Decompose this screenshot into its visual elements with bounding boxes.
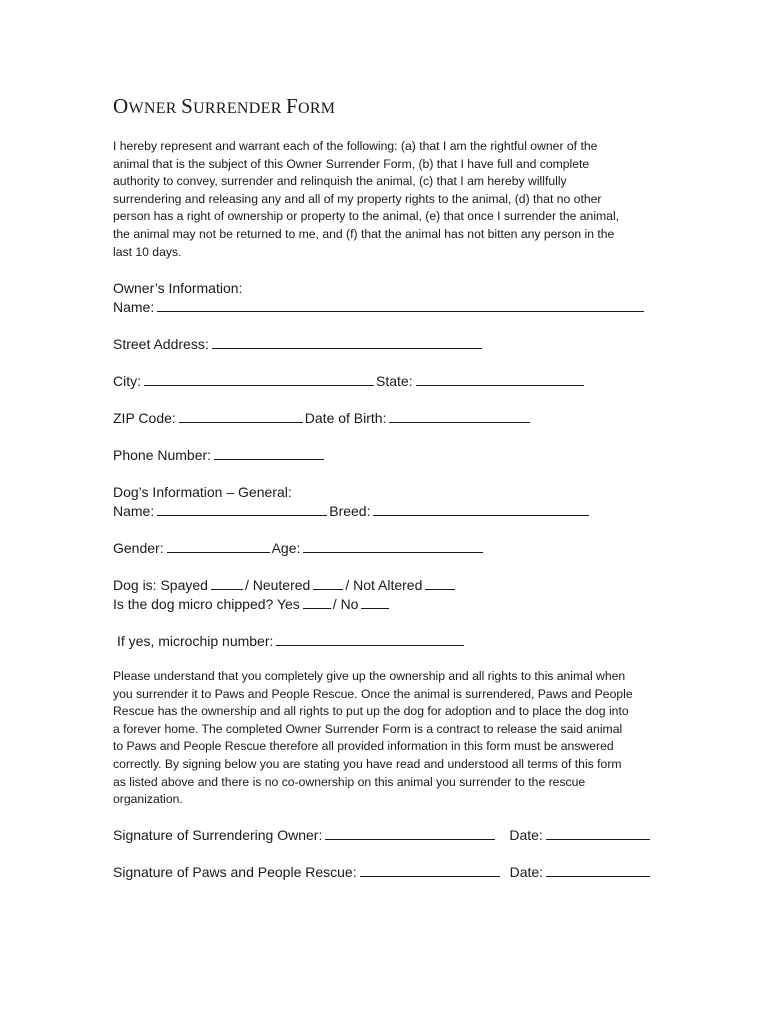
owner-info-heading: Owner’s Information: xyxy=(113,280,243,296)
intro-line: person has a right of ownership or property to the animal, (e) that once I surrender the animal, xyxy=(113,209,620,224)
terms-paragraph xyxy=(113,668,673,809)
title-rest-surrender: URRENDER xyxy=(193,100,286,117)
dob-label: Date of Birth: xyxy=(304,410,387,426)
owner-date-field[interactable] xyxy=(546,827,650,840)
terms-line: a forever home. The completed Owner Surrender Form is a contract to release the said animal xyxy=(113,721,623,736)
phone-label: Phone Number: xyxy=(113,447,212,463)
zip-dob-row xyxy=(113,409,532,427)
microchip-number-row xyxy=(117,632,466,650)
phone-row xyxy=(113,446,326,464)
city-state-row xyxy=(113,372,586,390)
owner-signature-label: Signature of Surrendering Owner: xyxy=(113,827,323,843)
gender-age-row xyxy=(113,539,485,557)
city-field[interactable] xyxy=(144,373,374,386)
not-altered-label: / Not Altered xyxy=(345,577,423,593)
title-cap-f: F xyxy=(286,94,298,118)
owner-date-label: Date: xyxy=(509,827,543,843)
intro-line: surrendering and releasing any and all of my property rights to the animal, (d) that no other xyxy=(113,191,602,206)
street-row xyxy=(113,335,484,353)
street-label: Street Address: xyxy=(113,336,209,352)
dog-name-label: Name: xyxy=(113,503,155,519)
dog-info-heading: Dog’s Information – General: xyxy=(113,484,292,500)
breed-label: Breed: xyxy=(329,503,371,519)
neutered-label: / Neutered xyxy=(244,577,311,593)
breed-field[interactable] xyxy=(373,503,589,516)
chipped-no-field[interactable] xyxy=(361,596,389,609)
intro-line: the animal may not be returned to me, and (f) that the animal has not bitten any person in the xyxy=(113,226,615,241)
terms-line: to Paws and People Rescue therefore all provided information in this form must be answered xyxy=(113,739,614,754)
state-label: State: xyxy=(376,373,413,389)
intro-line: last 10 days. xyxy=(113,244,182,259)
rescue-signature-field[interactable] xyxy=(360,864,500,877)
chipped-no-label: / No xyxy=(332,596,359,612)
owner-signature-row xyxy=(113,826,652,844)
street-field[interactable] xyxy=(212,336,482,349)
age-label: Age: xyxy=(271,540,301,556)
title-rest-form: ORM xyxy=(297,100,336,117)
neutered-field[interactable] xyxy=(313,577,343,590)
spayed-label: Dog is: Spayed xyxy=(113,577,208,593)
intro-line: animal that is the subject of this Owner Surrender Form, (b) that I have full and complete xyxy=(113,156,590,171)
dog-name-field[interactable] xyxy=(157,503,327,516)
zip-field[interactable] xyxy=(179,410,303,423)
microchip-number-field[interactable] xyxy=(276,633,464,646)
microchip-number-label: If yes, microchip number: xyxy=(117,633,274,649)
intro-line: authority to convey, surrender and relinquish the animal, (c) that I am hereby willfully xyxy=(113,174,567,189)
terms-line: Please understand that you completely give up the ownership and all rights to this animal when xyxy=(113,669,626,683)
spay-status-row xyxy=(113,576,457,594)
title-cap-o: O xyxy=(113,94,129,118)
microchip-question-row xyxy=(113,595,391,613)
owner-name-row xyxy=(113,298,646,316)
owner-name-field[interactable] xyxy=(157,299,644,312)
not-altered-field[interactable] xyxy=(425,577,455,590)
owner-signature-field[interactable] xyxy=(325,827,495,840)
intro-line: I hereby represent and warrant each of the following: (a) that I am the rightful owner of the xyxy=(113,139,598,153)
spayed-field[interactable] xyxy=(211,577,243,590)
title-cap-s: S xyxy=(181,94,194,118)
rescue-date-label: Date: xyxy=(509,864,544,880)
chipped-yes-field[interactable] xyxy=(303,596,331,609)
owner-name-label: Name: xyxy=(113,299,155,315)
rescue-signature-label: Signature of Paws and People Rescue: xyxy=(113,864,357,880)
terms-line: Rescue has the ownership and all rights to put up the dog for adoption and to place the dog into xyxy=(113,704,629,719)
rescue-signature-row xyxy=(113,863,652,881)
gender-label: Gender: xyxy=(113,540,164,556)
city-label: City: xyxy=(113,373,141,389)
terms-line: you surrender it to Paws and People Rescue. Once the animal is surrendered, Paws and People xyxy=(113,686,633,701)
microchip-question-label: Is the dog micro chipped? Yes xyxy=(113,596,300,612)
gender-field[interactable] xyxy=(167,540,270,553)
dob-field[interactable] xyxy=(389,410,530,423)
title-rest-owner: WNER xyxy=(128,100,182,117)
state-field[interactable] xyxy=(416,373,584,386)
page-title xyxy=(113,94,335,119)
rescue-date-field[interactable] xyxy=(546,864,650,877)
dog-name-breed-row xyxy=(113,502,591,520)
terms-line: correctly. By signing below you are stating you have read and understood all terms of this form xyxy=(113,756,622,771)
terms-line: as listed above and there is no co-ownership on this animal you surrender to the rescue xyxy=(113,774,586,789)
terms-line: organization. xyxy=(113,792,183,807)
intro-paragraph xyxy=(113,138,673,261)
age-field[interactable] xyxy=(303,540,483,553)
zip-label: ZIP Code: xyxy=(113,410,176,426)
phone-field[interactable] xyxy=(214,447,324,460)
